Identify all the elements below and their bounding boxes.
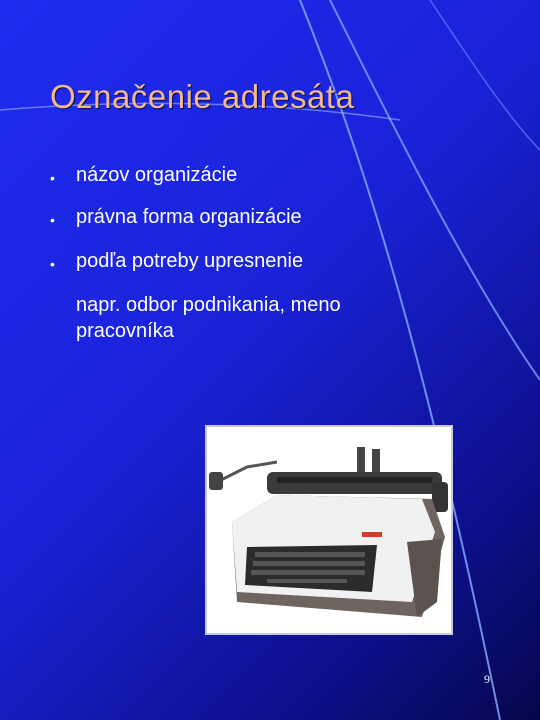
typewriter-icon	[207, 427, 451, 633]
sub-point-line: pracovníka	[76, 320, 174, 342]
sub-point	[76, 292, 436, 344]
typewriter-image	[205, 425, 453, 635]
slide-title: Označenie adresáta	[50, 78, 355, 115]
bullet-item: názov organizácie	[76, 164, 238, 186]
bullet-item: právna forma organizácie	[76, 206, 302, 228]
page-number: 9	[484, 672, 490, 686]
bullet-dot: •	[50, 212, 55, 228]
bullet-dot: •	[50, 256, 55, 272]
bullet-item: podľa potreby upresnenie	[76, 250, 304, 272]
bullet-dot: •	[50, 170, 55, 186]
sub-point-line: napr. odbor podnikania, meno	[76, 294, 341, 316]
